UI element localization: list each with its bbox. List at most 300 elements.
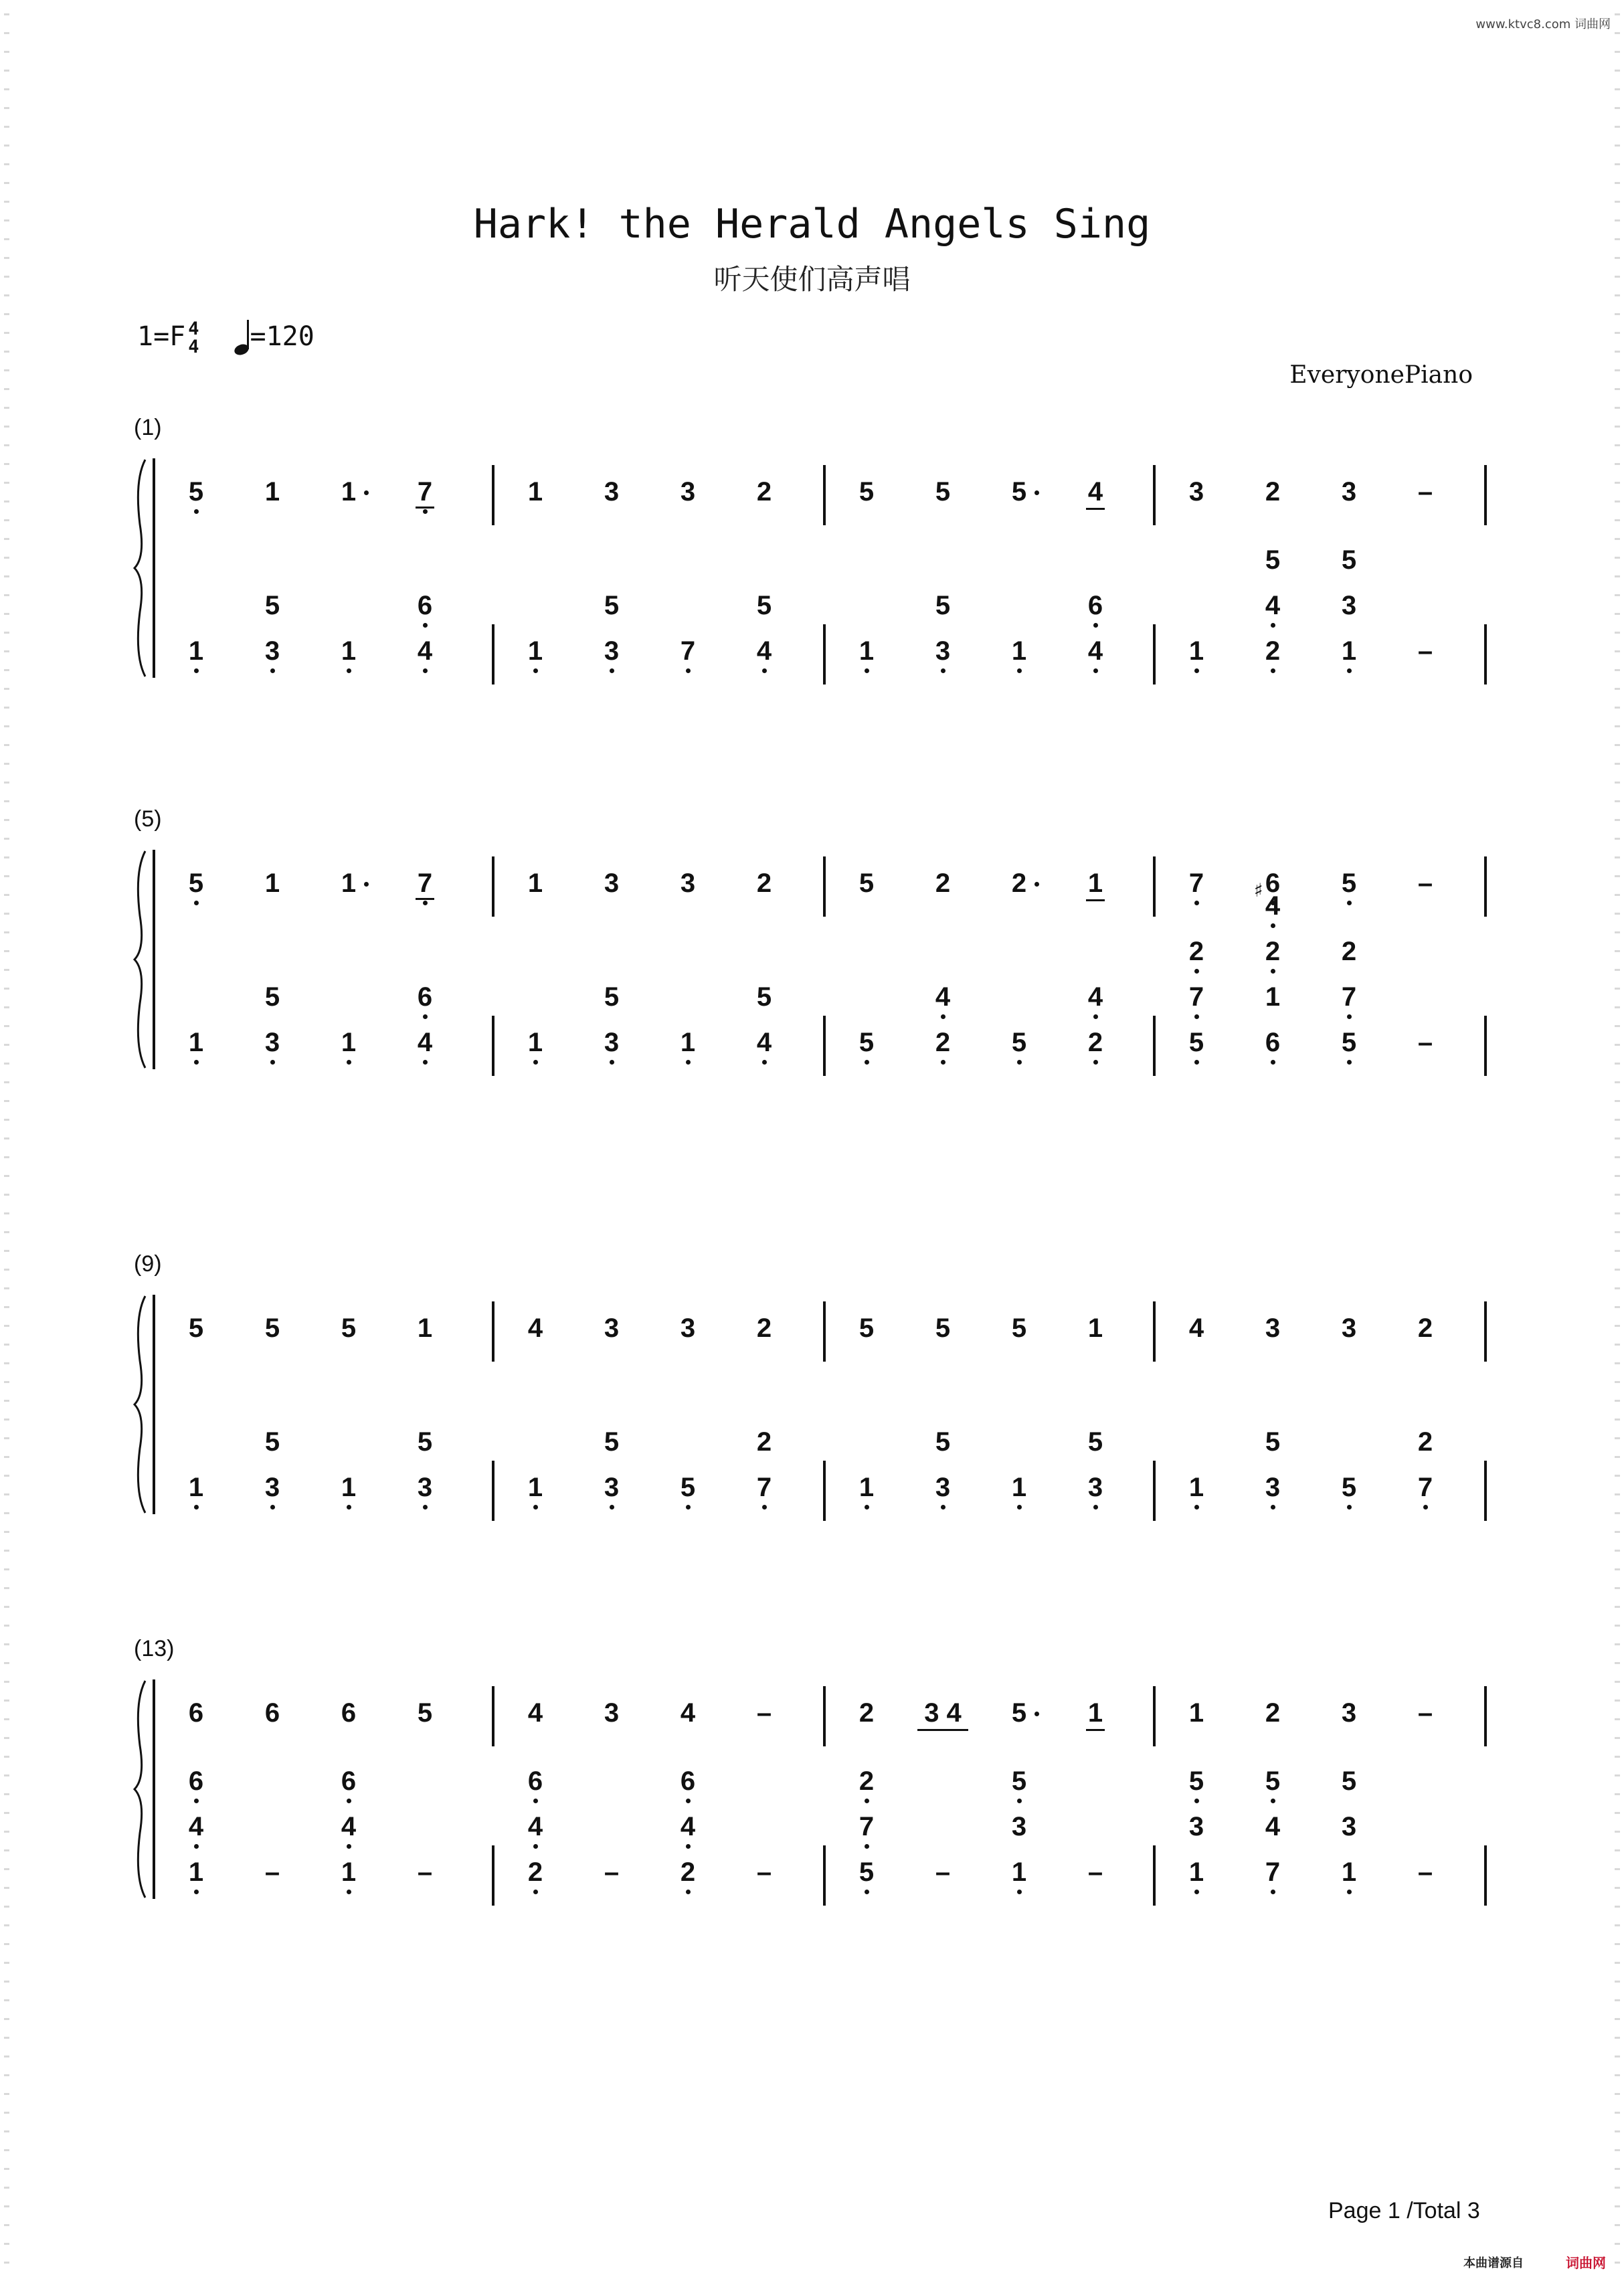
treble-barline bbox=[492, 856, 494, 917]
melody-note: 5 bbox=[859, 869, 875, 898]
melody-note: 5 bbox=[1341, 869, 1357, 898]
octave-dot-below bbox=[1271, 1060, 1275, 1065]
accompaniment-note: 5 bbox=[1341, 1473, 1357, 1502]
melody-note: 1 bbox=[527, 477, 543, 507]
accompaniment-note: 3 bbox=[264, 1028, 280, 1057]
treble-barline bbox=[823, 1301, 826, 1362]
accompaniment-note: 3 bbox=[604, 636, 620, 666]
octave-dot-below bbox=[533, 1844, 538, 1849]
accompaniment-note: 7 bbox=[1417, 1473, 1433, 1502]
melody-note: 4 bbox=[527, 1313, 543, 1343]
accompaniment-note: 4 bbox=[417, 1028, 433, 1057]
octave-dot-below bbox=[1347, 901, 1352, 905]
accompaniment-note: 3 bbox=[417, 1473, 433, 1502]
augmentation-dot bbox=[1034, 882, 1039, 887]
octave-dot-below bbox=[941, 1060, 945, 1065]
octave-dot-below bbox=[1194, 1505, 1199, 1510]
accompaniment-note: 2 bbox=[859, 1766, 875, 1796]
melody-note: 3 bbox=[1188, 477, 1204, 507]
augmentation-dot bbox=[1034, 1712, 1039, 1716]
accompaniment-note: 7 bbox=[1341, 982, 1357, 1012]
accompaniment-note: 5 bbox=[1011, 1028, 1027, 1057]
octave-dot-below bbox=[1347, 1890, 1352, 1894]
footer-source-label: 本曲谱源自 bbox=[1463, 2256, 1524, 2270]
accompaniment-note: 4 bbox=[527, 1812, 543, 1841]
octave-dot-below bbox=[1271, 1505, 1275, 1510]
octave-dot-below bbox=[423, 509, 428, 514]
accompaniment-note: 1 bbox=[1265, 982, 1281, 1012]
accompaniment-note: 1 bbox=[859, 1473, 875, 1502]
octave-dot-below bbox=[194, 1844, 199, 1849]
melody-note: 6 bbox=[341, 1698, 357, 1728]
accompaniment-note: 1 bbox=[188, 1028, 204, 1057]
accompaniment-note: 5 bbox=[604, 982, 620, 1012]
bass-barline bbox=[823, 624, 826, 684]
octave-dot-below bbox=[270, 668, 275, 673]
melody-note: 5 bbox=[1011, 477, 1027, 507]
treble-barline bbox=[1153, 856, 1156, 917]
accompaniment-note: 7 bbox=[680, 636, 696, 666]
octave-dot-below bbox=[347, 1844, 351, 1849]
octave-dot-below bbox=[1194, 1014, 1199, 1019]
octave-dot-below bbox=[194, 1890, 199, 1894]
score-subtitle: 听天使们高声唱 bbox=[713, 263, 911, 296]
sustain-dash: – bbox=[935, 1857, 951, 1887]
accompaniment-note: 1 bbox=[1188, 636, 1204, 666]
octave-dot-below bbox=[610, 668, 614, 673]
eighth-underline bbox=[1086, 1729, 1105, 1731]
octave-dot-below bbox=[686, 1060, 691, 1065]
octave-dot-below bbox=[1194, 901, 1199, 905]
accompaniment-note: 3 bbox=[1265, 1473, 1281, 1502]
octave-dot-below bbox=[1194, 668, 1199, 673]
accompaniment-note: 2 bbox=[1341, 937, 1357, 966]
accompaniment-note: 1 bbox=[188, 1857, 204, 1887]
arranger-credit: EveryonePiano bbox=[1289, 361, 1473, 389]
melody-note: 5 bbox=[859, 1313, 875, 1343]
eighth-underline bbox=[917, 1729, 968, 1731]
system-barline bbox=[153, 1295, 155, 1514]
octave-dot-below bbox=[1347, 668, 1352, 673]
accompaniment-note: 3 bbox=[264, 636, 280, 666]
accompaniment-note: 4 bbox=[1265, 891, 1281, 921]
accompaniment-note: 7 bbox=[859, 1812, 875, 1841]
melody-note: 5 bbox=[417, 1698, 433, 1728]
accompaniment-note: 3 bbox=[604, 1028, 620, 1057]
treble-barline bbox=[1153, 1301, 1156, 1362]
accompaniment-note: 4 bbox=[1265, 591, 1281, 620]
tempo-mark: =120 bbox=[250, 321, 314, 352]
time-top: 4 bbox=[188, 318, 199, 339]
melody-note: 5 bbox=[935, 1313, 951, 1343]
sustain-dash: – bbox=[756, 1698, 772, 1728]
octave-dot-below bbox=[194, 1505, 199, 1510]
octave-dot-below bbox=[686, 1890, 691, 1894]
melody-note: 3 bbox=[680, 477, 696, 507]
bass-barline bbox=[492, 1845, 494, 1906]
sustain-dash: – bbox=[604, 1857, 620, 1887]
octave-dot-below bbox=[941, 1505, 945, 1510]
treble-barline bbox=[1153, 465, 1156, 525]
accompaniment-note: 5 bbox=[1188, 1028, 1204, 1057]
octave-dot-below bbox=[865, 1844, 869, 1849]
melody-note: 5 bbox=[188, 477, 204, 507]
accompaniment-note: 5 bbox=[1265, 1766, 1281, 1796]
measure-number: (13) bbox=[134, 1636, 175, 1661]
accompaniment-note: 1 bbox=[1188, 1857, 1204, 1887]
octave-dot-below bbox=[865, 1890, 869, 1894]
right-margin-strip bbox=[1611, 0, 1624, 2283]
melody-note: 1 bbox=[264, 869, 280, 898]
octave-dot-below bbox=[1093, 1060, 1098, 1065]
octave-dot-below bbox=[1271, 623, 1275, 628]
accompaniment-note: 3 bbox=[1341, 1812, 1357, 1841]
accompaniment-note: 2 bbox=[527, 1857, 543, 1887]
octave-dot-below bbox=[1271, 668, 1275, 673]
key-signature: 1=F bbox=[137, 321, 186, 352]
octave-dot-below bbox=[423, 901, 428, 905]
footer-brand-logo: 词曲网 bbox=[1566, 2255, 1606, 2271]
melody-note: 1 bbox=[527, 869, 543, 898]
octave-dot-below bbox=[1271, 923, 1275, 928]
accompaniment-note: 2 bbox=[1265, 636, 1281, 666]
melody-note: 7 bbox=[417, 477, 433, 507]
score-title: Hark! the Herald Angels Sing bbox=[473, 201, 1151, 248]
melody-note: 1 bbox=[341, 477, 357, 507]
treble-barline bbox=[823, 1686, 826, 1746]
accompaniment-note: 1 bbox=[341, 1857, 357, 1887]
bass-barline bbox=[1484, 1461, 1487, 1521]
bass-barline bbox=[823, 1016, 826, 1076]
melody-note: 1 bbox=[1087, 869, 1103, 898]
accompaniment-note: 3 bbox=[604, 1473, 620, 1502]
time-signature bbox=[188, 320, 199, 356]
treble-barline bbox=[1484, 1301, 1487, 1362]
melody-note: 2 bbox=[756, 869, 772, 898]
time-bottom: 4 bbox=[188, 337, 199, 357]
octave-dot-below bbox=[1194, 969, 1199, 974]
melody-note: 7 bbox=[1188, 869, 1204, 898]
octave-dot-below bbox=[865, 1060, 869, 1065]
octave-dot-below bbox=[533, 1060, 538, 1065]
accompaniment-note: 5 bbox=[1188, 1766, 1204, 1796]
accompaniment-note: 1 bbox=[341, 636, 357, 666]
sustain-dash: – bbox=[1417, 636, 1433, 666]
accompaniment-note: 5 bbox=[1341, 545, 1357, 575]
treble-barline bbox=[492, 465, 494, 525]
accompaniment-note: 5 bbox=[604, 1427, 620, 1457]
accompaniment-note: 4 bbox=[756, 1028, 772, 1057]
augmentation-dot bbox=[364, 490, 369, 495]
sharp-accidental-icon: ♯ bbox=[1254, 879, 1263, 901]
accompaniment-note: 5 bbox=[680, 1473, 696, 1502]
bass-barline bbox=[492, 1016, 494, 1076]
melody-note: 7 bbox=[417, 869, 433, 898]
accompaniment-note: 4 bbox=[341, 1812, 357, 1841]
accompaniment-note: 5 bbox=[264, 982, 280, 1012]
octave-dot-below bbox=[762, 668, 767, 673]
accompaniment-note: 5 bbox=[859, 1028, 875, 1057]
octave-dot-below bbox=[423, 668, 428, 673]
accompaniment-note: 5 bbox=[1011, 1766, 1027, 1796]
sustain-dash: – bbox=[264, 1857, 280, 1887]
melody-note: 5 bbox=[341, 1313, 357, 1343]
accompaniment-note: 7 bbox=[1188, 982, 1204, 1012]
melody-note: 5 bbox=[859, 477, 875, 507]
melody-note: 5 bbox=[188, 869, 204, 898]
octave-dot-below bbox=[762, 1505, 767, 1510]
treble-barline bbox=[492, 1686, 494, 1746]
accompaniment-note: 6 bbox=[680, 1766, 696, 1796]
accompaniment-note: 4 bbox=[1087, 636, 1103, 666]
melody-note: 3 bbox=[680, 1313, 696, 1343]
accompaniment-note: 3 bbox=[935, 636, 951, 666]
octave-dot-below bbox=[1194, 1799, 1199, 1803]
octave-dot-below bbox=[194, 901, 199, 905]
accompaniment-note: 2 bbox=[1087, 1028, 1103, 1057]
melody-note: 3 bbox=[1341, 1698, 1357, 1728]
accompaniment-note: 6 bbox=[341, 1766, 357, 1796]
accompaniment-note: 1 bbox=[1188, 1473, 1204, 1502]
accompaniment-note: 2 bbox=[935, 1028, 951, 1057]
melody-note: 6 bbox=[1265, 869, 1281, 898]
sustain-dash: – bbox=[756, 1857, 772, 1887]
accompaniment-note: 1 bbox=[1011, 636, 1027, 666]
octave-dot-below bbox=[1093, 1014, 1098, 1019]
accompaniment-note: 1 bbox=[341, 1028, 357, 1057]
bass-barline bbox=[1153, 1461, 1156, 1521]
melody-note: 1 bbox=[1087, 1313, 1103, 1343]
octave-dot-below bbox=[610, 1060, 614, 1065]
accompaniment-note: 4 bbox=[756, 636, 772, 666]
octave-dot-below bbox=[270, 1060, 275, 1065]
octave-dot-below bbox=[1093, 668, 1098, 673]
melody-note: 3 bbox=[604, 1698, 620, 1728]
melody-note: 5 bbox=[935, 477, 951, 507]
octave-dot-below bbox=[347, 1060, 351, 1065]
bass-barline bbox=[1484, 624, 1487, 684]
accompaniment-note: 1 bbox=[1011, 1473, 1027, 1502]
accompaniment-note: 1 bbox=[188, 1473, 204, 1502]
melody-note: 2 bbox=[935, 869, 951, 898]
bass-barline bbox=[492, 1461, 494, 1521]
octave-dot-below bbox=[1271, 1890, 1275, 1894]
sustain-dash: – bbox=[1417, 1028, 1433, 1057]
system-barline bbox=[153, 1679, 155, 1899]
melody-note: 3 bbox=[604, 869, 620, 898]
accompaniment-note: 7 bbox=[756, 1473, 772, 1502]
melody-note: 3 bbox=[1265, 1313, 1281, 1343]
accompaniment-note: 1 bbox=[188, 636, 204, 666]
melody-note: 5 bbox=[1011, 1698, 1027, 1728]
bass-barline bbox=[1153, 1016, 1156, 1076]
accompaniment-note: 5 bbox=[756, 982, 772, 1012]
accompaniment-note: 6 bbox=[527, 1766, 543, 1796]
octave-dot-below bbox=[686, 1799, 691, 1803]
octave-dot-below bbox=[686, 1844, 691, 1849]
accompaniment-note: 2 bbox=[1417, 1427, 1433, 1457]
accompaniment-note: 3 bbox=[264, 1473, 280, 1502]
melody-note: 5 bbox=[264, 1313, 280, 1343]
melody-note: 6 bbox=[264, 1698, 280, 1728]
bass-barline bbox=[823, 1845, 826, 1906]
octave-dot-below bbox=[762, 1060, 767, 1065]
system-barline bbox=[153, 458, 155, 678]
octave-dot-below bbox=[533, 1890, 538, 1894]
octave-dot-below bbox=[194, 1060, 199, 1065]
melody-note: 1 bbox=[417, 1313, 433, 1343]
accompaniment-note: 5 bbox=[264, 591, 280, 620]
accompaniment-note: 5 bbox=[1341, 1766, 1357, 1796]
accompaniment-note: 3 bbox=[1011, 1812, 1027, 1841]
measure-number: (9) bbox=[134, 1251, 162, 1277]
melody-note: 2 bbox=[1265, 477, 1281, 507]
accompaniment-note: 4 bbox=[935, 982, 951, 1012]
octave-dot-below bbox=[1017, 1060, 1022, 1065]
accompaniment-note: 3 bbox=[1341, 591, 1357, 620]
treble-barline bbox=[492, 1301, 494, 1362]
octave-dot-below bbox=[1017, 1505, 1022, 1510]
octave-dot-below bbox=[1194, 1890, 1199, 1894]
octave-dot-below bbox=[1347, 1060, 1352, 1065]
accompaniment-note: 5 bbox=[1087, 1427, 1103, 1457]
octave-dot-below bbox=[423, 623, 428, 628]
watermark-url: www.ktvc8.com 词曲网 bbox=[1475, 17, 1611, 31]
accompaniment-note: 5 bbox=[935, 1427, 951, 1457]
octave-dot-below bbox=[1271, 969, 1275, 974]
sustain-dash: – bbox=[1417, 869, 1433, 898]
octave-dot-below bbox=[686, 668, 691, 673]
accompaniment-note: 5 bbox=[756, 591, 772, 620]
augmentation-dot bbox=[1034, 490, 1039, 495]
octave-dot-below bbox=[1194, 1060, 1199, 1065]
melody-note: 4 bbox=[1188, 1313, 1204, 1343]
sustain-dash: – bbox=[1417, 1857, 1433, 1887]
octave-dot-below bbox=[686, 1505, 691, 1510]
octave-dot-below bbox=[347, 1799, 351, 1803]
treble-barline bbox=[823, 465, 826, 525]
sustain-dash: – bbox=[417, 1857, 433, 1887]
system-barline bbox=[153, 850, 155, 1069]
melody-note: 3 bbox=[1341, 477, 1357, 507]
melody-note: 1 bbox=[264, 477, 280, 507]
melody-note: 4 bbox=[527, 1698, 543, 1728]
octave-dot-below bbox=[865, 1505, 869, 1510]
accompaniment-note: 1 bbox=[527, 1028, 543, 1057]
accompaniment-note: 3 bbox=[1087, 1473, 1103, 1502]
accompaniment-note: 5 bbox=[604, 591, 620, 620]
octave-dot-below bbox=[610, 1505, 614, 1510]
melody-note: 4 bbox=[680, 1698, 696, 1728]
melody-note: 6 bbox=[188, 1698, 204, 1728]
eighth-underline bbox=[1086, 508, 1105, 510]
octave-dot-below bbox=[194, 509, 199, 514]
quarter-note-icon bbox=[234, 321, 249, 355]
measure-number: (5) bbox=[134, 806, 162, 832]
measure-number: (1) bbox=[134, 415, 162, 440]
accompaniment-note: 5 bbox=[935, 591, 951, 620]
octave-dot-below bbox=[194, 668, 199, 673]
octave-dot-below bbox=[347, 1890, 351, 1894]
treble-barline bbox=[1484, 856, 1487, 917]
eighth-underline bbox=[416, 507, 434, 509]
accompaniment-note: 4 bbox=[417, 636, 433, 666]
accompaniment-note: 1 bbox=[1341, 636, 1357, 666]
bass-barline bbox=[823, 1461, 826, 1521]
octave-dot-below bbox=[347, 668, 351, 673]
treble-barline bbox=[1484, 465, 1487, 525]
accompaniment-note: 4 bbox=[1265, 1812, 1281, 1841]
accompaniment-note: 4 bbox=[188, 1812, 204, 1841]
accompaniment-note: 4 bbox=[1087, 982, 1103, 1012]
accompaniment-note: 5 bbox=[1341, 1028, 1357, 1057]
eighth-underline bbox=[1086, 899, 1105, 901]
accompaniment-note: 1 bbox=[1011, 1857, 1027, 1887]
page-number: Page 1 /Total 3 bbox=[1328, 2198, 1480, 2223]
sustain-dash: – bbox=[1417, 477, 1433, 507]
octave-dot-below bbox=[423, 1060, 428, 1065]
octave-dot-below bbox=[194, 1799, 199, 1803]
melody-note: 3 bbox=[604, 1313, 620, 1343]
accompaniment-note: 3 bbox=[1188, 1812, 1204, 1841]
octave-dot-below bbox=[1017, 668, 1022, 673]
accompaniment-note: 1 bbox=[859, 636, 875, 666]
sustain-dash: – bbox=[1087, 1857, 1103, 1887]
octave-dot-below bbox=[1093, 1505, 1098, 1510]
sustain-dash: – bbox=[1417, 1698, 1433, 1728]
accompaniment-note: 3 bbox=[935, 1473, 951, 1502]
accompaniment-note: 2 bbox=[756, 1427, 772, 1457]
augmentation-dot bbox=[364, 882, 369, 887]
octave-dot-below bbox=[941, 668, 945, 673]
octave-dot-below bbox=[1347, 1014, 1352, 1019]
octave-dot-below bbox=[1017, 1890, 1022, 1894]
melody-note: 1 bbox=[1087, 1698, 1103, 1728]
accompaniment-note: 5 bbox=[859, 1857, 875, 1887]
octave-dot-below bbox=[865, 1799, 869, 1803]
accompaniment-note: 2 bbox=[680, 1857, 696, 1887]
treble-barline bbox=[1484, 1686, 1487, 1746]
melody-note: 2 bbox=[756, 1313, 772, 1343]
octave-dot-below bbox=[533, 1505, 538, 1510]
accompaniment-note: 5 bbox=[264, 1427, 280, 1457]
accompaniment-note: 1 bbox=[527, 1473, 543, 1502]
octave-dot-below bbox=[1347, 1505, 1352, 1510]
melody-note: 2 bbox=[756, 477, 772, 507]
accompaniment-note: 1 bbox=[1341, 1857, 1357, 1887]
accompaniment-note: 2 bbox=[1188, 937, 1204, 966]
melody-note: 2 bbox=[859, 1698, 875, 1728]
eighth-underline bbox=[416, 898, 434, 900]
bass-barline bbox=[1153, 1845, 1156, 1906]
accompaniment-note: 5 bbox=[417, 1427, 433, 1457]
melody-note: 3 bbox=[604, 477, 620, 507]
octave-dot-below bbox=[865, 668, 869, 673]
accompaniment-note: 1 bbox=[341, 1473, 357, 1502]
octave-dot-below bbox=[1093, 623, 1098, 628]
octave-dot-below bbox=[1423, 1505, 1428, 1510]
melody-note: 4 bbox=[1087, 477, 1103, 507]
octave-dot-below bbox=[1271, 1799, 1275, 1803]
octave-dot-below bbox=[1017, 1799, 1022, 1803]
octave-dot-below bbox=[423, 1505, 428, 1510]
melody-note: 5 bbox=[188, 1313, 204, 1343]
accompaniment-note: 1 bbox=[680, 1028, 696, 1057]
treble-barline bbox=[823, 856, 826, 917]
accompaniment-note: 6 bbox=[417, 982, 433, 1012]
octave-dot-below bbox=[423, 1014, 428, 1019]
melody-note: 1 bbox=[341, 869, 357, 898]
